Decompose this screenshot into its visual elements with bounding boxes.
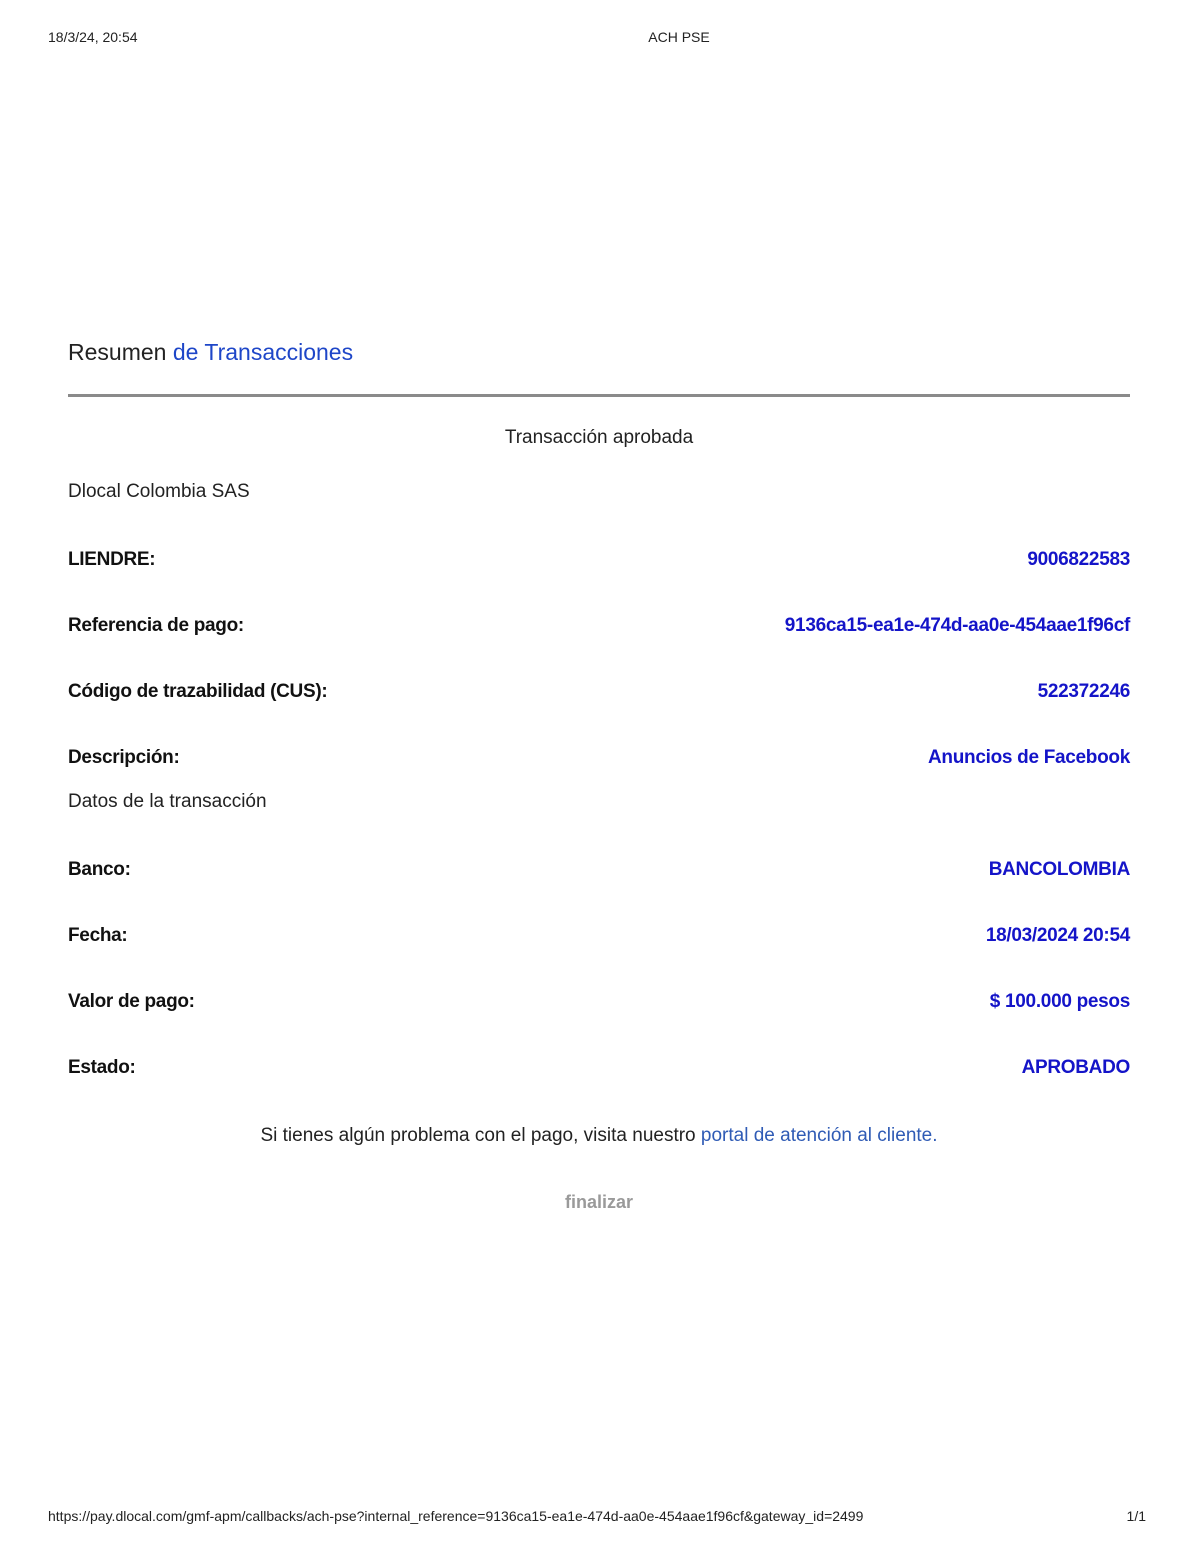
field-row-payment-reference [68,613,1130,639]
field-label: Valor de pago: [68,991,195,1012]
field-value: Anuncios de Facebook [928,747,1130,768]
transaction-summary [68,335,1130,1215]
field-row-cus-code [68,679,1130,705]
field-row-bank [68,857,1130,883]
print-page-number: 1/1 [1126,1508,1146,1524]
page-title-part1: Resumen [68,339,167,365]
print-page-title: ACH PSE [648,29,710,45]
support-portal-link[interactable]: portal de atención al cliente. [700,1125,938,1146]
field-row-liendre [68,547,1130,573]
field-label: Fecha: [68,925,128,946]
field-label: Banco: [68,859,131,880]
field-label: Estado: [68,1057,136,1078]
field-row-state [68,1055,1130,1081]
field-label: Referencia de pago: [68,615,244,636]
print-datetime: 18/3/24, 20:54 [48,29,138,45]
page-title [68,335,1130,369]
merchant-name: Dlocal Colombia SAS [68,481,250,502]
finish-button[interactable]: finalizar [559,1189,639,1215]
field-row-date [68,923,1130,949]
transaction-section-title: Datos de la transacción [68,791,267,812]
help-message [68,1123,1130,1149]
help-text: Si tienes algún problema con el pago, visita nuestro [260,1125,696,1146]
field-label: LIENDRE: [68,549,156,570]
field-value: 9006822583 [1027,549,1130,570]
field-value: $ 100.000 pesos [989,991,1130,1012]
page-title-part2: de Transacciones [172,339,354,365]
field-row-description [68,745,1130,771]
print-url: https://pay.dlocal.com/gmf-apm/callbacks/ach-pse?internal_reference=9136ca15-ea1e-474d-aa0e-454aae1f96cf&gateway_id=2499 [48,1508,864,1524]
print-header [0,29,1200,49]
field-value: 522372246 [1037,681,1130,702]
field-value: 18/03/2024 20:54 [985,925,1130,946]
field-value: BANCOLOMBIA [988,859,1130,880]
field-label: Descripción: [68,747,180,768]
field-label: Código de trazabilidad (CUS): [68,681,328,702]
divider [68,394,1130,397]
field-row-amount [68,989,1130,1015]
field-value: APROBADO [1021,1057,1130,1078]
field-value: 9136ca15-ea1e-474d-aa0e-454aae1f96cf [784,615,1130,636]
transaction-status: Transacción aprobada [504,427,694,448]
